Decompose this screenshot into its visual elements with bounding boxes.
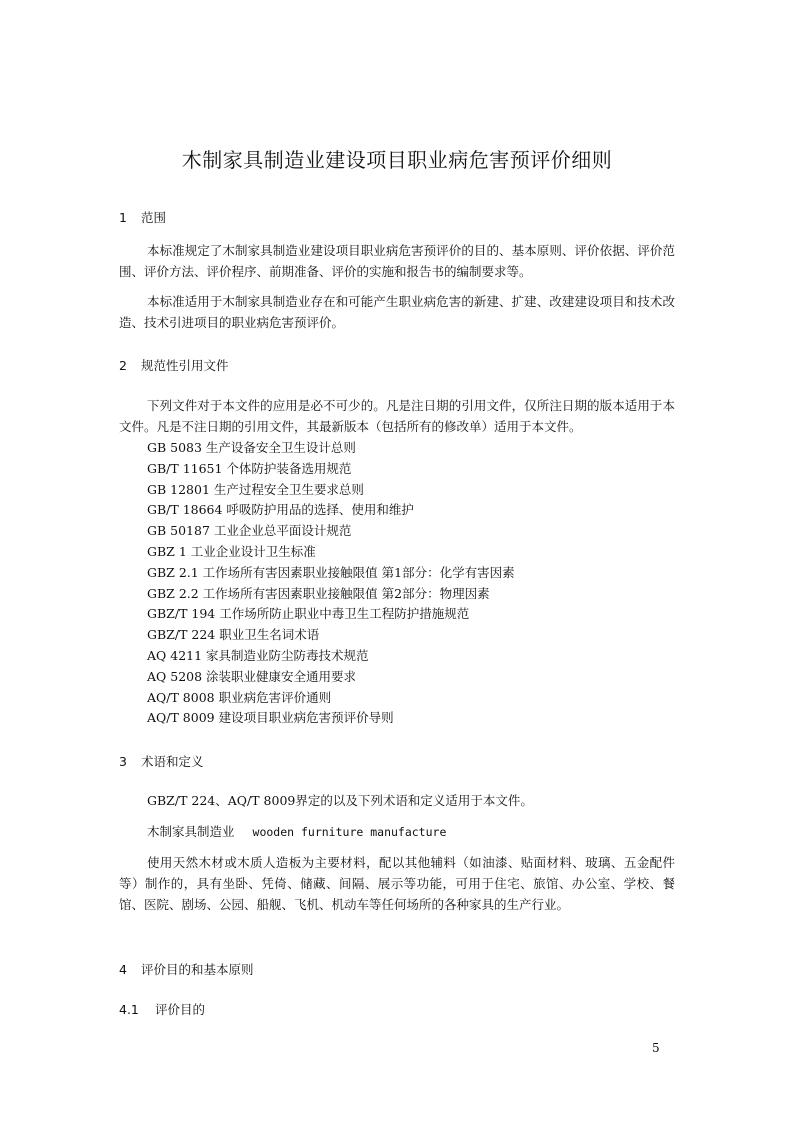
reference-list: [147, 438, 515, 729]
section-1-paragraph-1: 本标准规定了木制家具制造业建设项目职业病危害预评价的目的、基本原则、评价依据、评价范围、评价方法、评价程序、前期准备、评价的实施和报告书的编制要求等。: [119, 243, 675, 279]
reference-item: GBZ 1 工业企业设计卫生标准: [147, 543, 316, 559]
section-title: 评价目的和基本原则: [141, 962, 254, 977]
document-title: 木制家具制造业建设项目职业病危害预评价细则: [181, 148, 613, 172]
section-number: 4: [119, 962, 127, 977]
reference-item: GBZ/T 224 职业卫生名词术语: [147, 627, 320, 643]
reference-item: AQ/T 8008 职业病危害评价通则: [147, 689, 332, 705]
reference-item: AQ/T 8009 建设项目职业病危害预评价导则: [147, 710, 394, 726]
section-title: 范围: [141, 210, 167, 225]
section-4-1-heading: [119, 1000, 205, 1018]
section-title: 术语和定义: [141, 754, 204, 769]
section-1-paragraph-2: 本标准适用于木制家具制造业存在和可能产生职业病危害的新建、扩建、改建建设项目和技术改造、技术引进项目的职业病危害预评价。: [119, 294, 675, 330]
reference-item: GBZ 2.2 工作场所有害因素职业接触限值 第2部分：物理因素: [147, 585, 490, 601]
reference-item: GB 12801 生产过程安全卫生要求总则: [147, 481, 364, 497]
reference-item: GB 50187 工业企业总平面设计规范: [147, 523, 352, 539]
section-title: 评价目的: [155, 1002, 206, 1017]
reference-item: GBZ/T 194 工作场所防止职业中毒卫生工程防护措施规范: [147, 606, 470, 622]
section-number: 1: [119, 210, 127, 225]
section-2-heading: [119, 356, 229, 374]
reference-item: GBZ 2.1 工作场所有害因素职业接触限值 第1部分：化学有害因素: [147, 564, 515, 580]
term-definition: 使用天然木材或木质人造板为主要材料，配以其他辅料（如油漆、贴面材料、玻璃、五金配件等）制作的，具有坐卧、凭倚、储藏、间隔、展示等功能，可用于住宅、旅馆、办公室、学校、餐馆、医院、剧场、公园、船舰、飞机、机动车等任何场所的各种家具的生产行业。: [119, 855, 675, 912]
section-1-heading: [119, 208, 166, 226]
section-3-intro: GBZ/T 224、AQ/T 8009界定的以及下列术语和定义适用于本文件。: [147, 793, 533, 808]
reference-item: GB/T 18664 呼吸防护用品的选择、使用和维护: [147, 502, 414, 518]
section-2-intro: 下列文件对于本文件的应用是必不可少的。凡是注日期的引用文件，仅所注日期的版本适用于本文件。凡是不注日期的引用文件，其最新版本（包括所有的修改单）适用于本文件。: [119, 398, 675, 434]
term-entry: [147, 822, 446, 840]
page-number: 5: [652, 1041, 660, 1055]
term-english: wooden furniture manufacture: [252, 825, 447, 839]
section-number: 4.1: [119, 1002, 139, 1017]
section-number: 2: [119, 358, 127, 373]
section-3-heading: [119, 752, 204, 770]
section-title: 规范性引用文件: [141, 358, 229, 373]
reference-item: AQ 4211 家具制造业防尘防毒技术规范: [147, 647, 369, 663]
term-chinese: 木制家具制造业: [147, 824, 235, 839]
section-4-heading: [119, 960, 254, 978]
section-number: 3: [119, 754, 127, 769]
reference-item: AQ 5208 涂装职业健康安全通用要求: [147, 668, 357, 684]
reference-item: GB/T 11651 个体防护装备选用规范: [147, 460, 352, 476]
reference-item: GB 5083 生产设备安全卫生设计总则: [147, 440, 356, 455]
